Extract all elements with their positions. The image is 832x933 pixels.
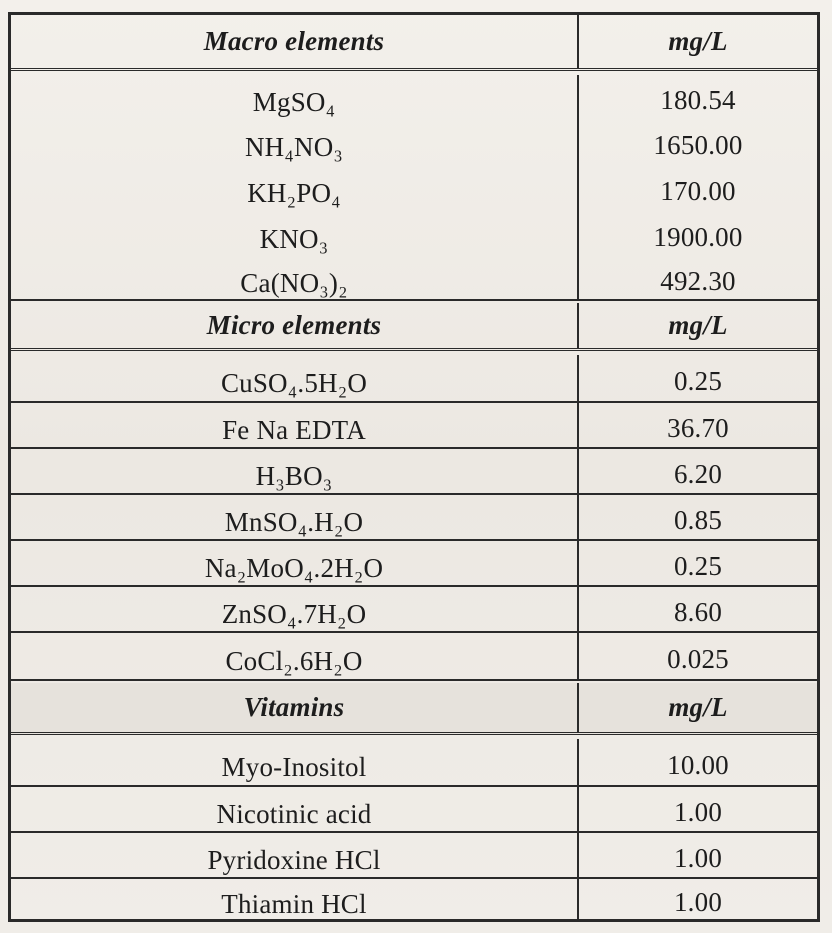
table-row — [11, 449, 817, 495]
table-row — [11, 257, 817, 301]
compound-name: Ca(NO₃)₂ — [240, 267, 348, 298]
compound-name: KNO₃ — [259, 223, 329, 254]
compound-name: CuSO₄.5H₂O — [220, 367, 368, 398]
section-heading: Vitamins — [243, 692, 345, 722]
compound-name: Na₂MoO₄.2H₂O — [204, 552, 384, 583]
table-row — [11, 879, 817, 919]
section-header-vitamins — [11, 683, 817, 735]
section-heading: Micro elements — [206, 310, 382, 340]
compound-name: Thiamin HCl — [221, 888, 367, 919]
compound-value: 170.00 — [660, 175, 736, 206]
compound-name: H₃BO₃ — [255, 460, 333, 491]
section-header-macro — [11, 15, 817, 71]
compound-name: Nicotinic acid — [216, 798, 372, 829]
table-row — [11, 833, 817, 879]
unit-heading: mg/L — [668, 692, 728, 722]
compound-name: ZnSO₄.7H₂O — [221, 598, 367, 629]
table-row — [11, 787, 817, 833]
compound-value: 6.20 — [673, 458, 723, 489]
table-row — [11, 633, 817, 681]
compound-name: Fe Na EDTA — [222, 414, 366, 445]
compound-name: NH₄NO₃ — [244, 131, 344, 162]
compound-name: KH₂PO₄ — [247, 177, 341, 208]
compound-value: 1900.00 — [653, 221, 743, 252]
unit-heading: mg/L — [668, 26, 728, 56]
compound-value: 0.025 — [667, 643, 729, 674]
table-row — [11, 587, 817, 633]
section-heading: Macro elements — [203, 26, 385, 56]
compound-name: MnSO₄.H₂O — [224, 506, 364, 537]
compound-value: 0.25 — [673, 365, 723, 396]
compound-name: MgSO₄ — [252, 86, 336, 117]
section-header-micro — [11, 303, 817, 351]
table-row — [11, 403, 817, 449]
compound-name: Pyridoxine HCl — [207, 844, 381, 875]
table-row — [11, 75, 817, 119]
compound-value: 10.00 — [667, 749, 729, 780]
table-row — [11, 355, 817, 403]
compound-value: 8.60 — [673, 596, 723, 627]
table-row — [11, 119, 817, 165]
compound-name: CoCl₂.6H₂O — [225, 645, 363, 676]
compound-value: 492.30 — [660, 265, 736, 296]
unit-heading: mg/L — [668, 310, 728, 340]
table-row — [11, 541, 817, 587]
compound-name: Myo-Inositol — [221, 751, 367, 782]
compound-value: 1.00 — [673, 842, 723, 873]
table-row — [11, 165, 817, 211]
table-row — [11, 739, 817, 787]
compound-value: 1650.00 — [653, 129, 743, 160]
nutrient-table — [8, 12, 820, 922]
compound-value: 180.54 — [660, 84, 736, 115]
compound-value: 1.00 — [673, 886, 723, 917]
compound-value: 36.70 — [667, 412, 729, 443]
compound-value: 0.25 — [673, 550, 723, 581]
table-row — [11, 211, 817, 257]
compound-value: 0.85 — [673, 504, 723, 535]
compound-value: 1.00 — [673, 796, 723, 827]
table-row — [11, 495, 817, 541]
